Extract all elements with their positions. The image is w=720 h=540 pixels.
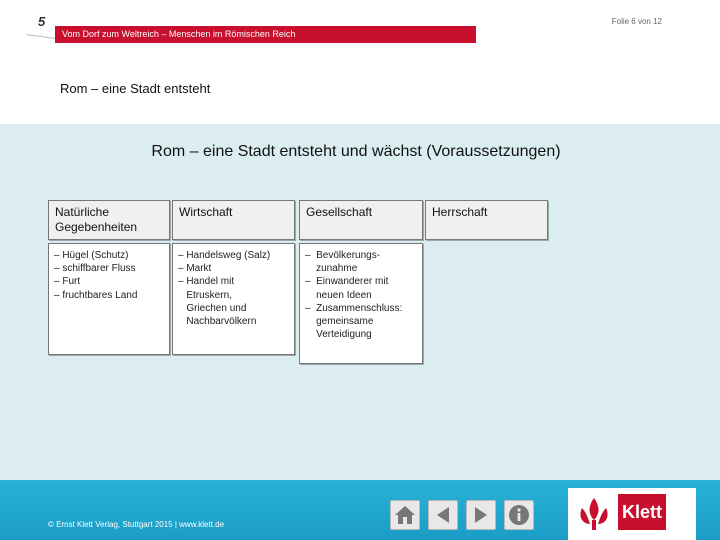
back-icon: [433, 505, 453, 525]
klett-logo-text: Klett: [618, 494, 666, 530]
column-heading-rule: Herrschaft: [425, 200, 548, 240]
klett-logo: [568, 488, 696, 540]
chapter-number: 5: [38, 14, 46, 29]
column-body-economy: – Handelsweg (Salz) – Markt – Handel mit Etruskern, Griechen und Nachbarvölkern: [172, 243, 295, 355]
column-body-nature: – Hügel (Schutz) – schiffbarer Fluss – Furt – fruchtbares Land: [48, 243, 170, 355]
content-area: [0, 124, 720, 480]
home-icon: [394, 505, 416, 525]
slide-counter: Folie 6 von 12: [611, 17, 662, 26]
slide-title: Rom – eine Stadt entsteht: [60, 81, 211, 96]
info-button[interactable]: [504, 500, 534, 530]
info-icon: [508, 504, 530, 526]
forward-icon: [471, 505, 491, 525]
column-heading-nature: Natürliche Gegebenheiten: [48, 200, 170, 240]
back-button[interactable]: [428, 500, 458, 530]
footer: [0, 480, 720, 540]
column-heading-society: Gesellschaft: [299, 200, 423, 240]
column-body-rule: [425, 243, 548, 355]
home-button[interactable]: [390, 500, 420, 530]
column-heading-economy: Wirtschaft: [172, 200, 295, 240]
column-body-society: – Bevölkerungs- zunahme – Einwanderer mit neuen Ideen – Zusammenschluss: gemeinsame Verteidigung: [299, 243, 423, 364]
klett-lily-icon: [574, 494, 614, 534]
copyright-text: © Ernst Klett Verlag, Stuttgart 2015 | www.klett.de: [48, 520, 225, 529]
header-decor-line: [26, 34, 56, 39]
header-band: Vom Dorf zum Weltreich – Menschen im Römischen Reich: [55, 26, 476, 43]
forward-button[interactable]: [466, 500, 496, 530]
content-title: Rom – eine Stadt entsteht und wächst (Voraussetzungen): [151, 143, 561, 160]
